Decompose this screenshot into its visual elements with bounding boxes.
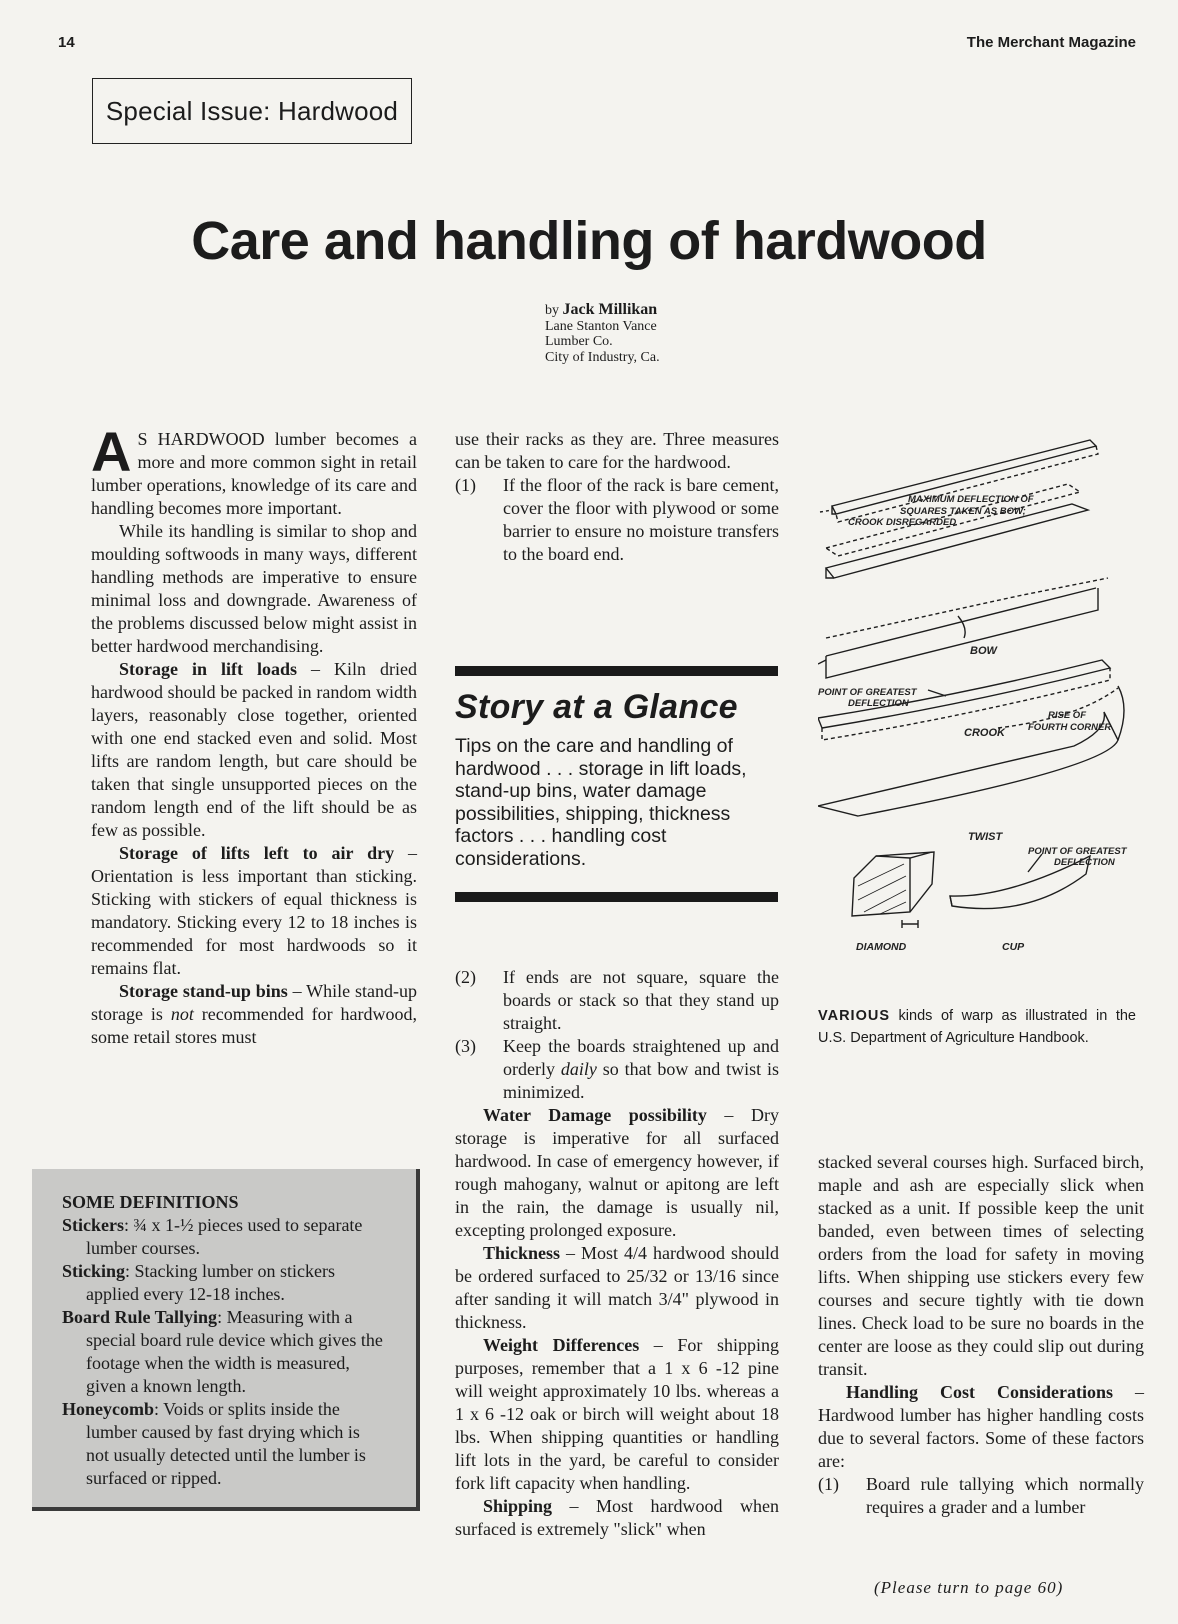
section-heading: Shipping: [483, 1496, 553, 1516]
label-twist: TWIST: [968, 831, 1003, 843]
label-crook: CROOK: [964, 727, 1005, 739]
author-company-1: Lane Stanton Vance: [545, 318, 657, 334]
section-storage-stand-up-bins: Storage stand-up bins – While stand-up storage is not recommended for hardwood, some retail stores must: [91, 981, 417, 1047]
label-cup: CUP: [1002, 941, 1025, 953]
paragraph: While its handling is similar to shop and moulding softwoods in many ways, different handling methods are imperative to ensure minimal loss and downgrade. Awareness of the problems discussed below might assist in better hardwood merchandising.: [91, 521, 417, 656]
label-diamond: DIAMOND: [856, 941, 907, 953]
section-heading: Thickness: [483, 1243, 561, 1263]
article-column-3: [818, 1151, 1144, 1519]
section-heading: Storage stand-up bins: [119, 981, 288, 1001]
list-item-1: (1) Board rule tallying which normally requires a grader and a lumber: [818, 1474, 1144, 1517]
section-heading: Storage in lift loads: [119, 659, 297, 679]
label-rise-1: RISE OF: [1048, 710, 1087, 721]
label-max-deflection-1: MAXIMUM DEFLECTION OF: [908, 494, 1034, 505]
article-column-2-top: [455, 428, 779, 566]
label-max-deflection-3: CROOK DISREGARDED: [848, 517, 957, 528]
label-greatest-deflection-2: DEFLECTION: [848, 698, 909, 709]
definition-honeycomb: Honeycomb: Voids or splits inside the lumber caused by fast drying which is not usually detected until the lumber is surfaced or ripped.: [62, 1399, 366, 1488]
author-company-2: Lumber Co.: [545, 334, 613, 349]
label-bow: BOW: [970, 645, 997, 657]
list-item-2: (2) If ends are not square, square the boards or stack so that they stand up straight.: [455, 967, 779, 1033]
section-heading: Handling Cost Considerations: [846, 1382, 1114, 1402]
article-column-1: [91, 420, 417, 1049]
label-max-deflection-2: SQUARES TAKEN AS BOW;: [900, 506, 1026, 517]
list-item-3: (3) Keep the boards straightened up and orderly daily so that bow and twist is minimized.: [455, 1036, 779, 1102]
section-heading: Weight Differences: [483, 1335, 640, 1355]
paragraph: use their racks as they are. Three measures can be taken to care for the hardwood.: [455, 429, 779, 472]
continued-link[interactable]: (Please turn to page 60): [874, 1578, 1064, 1597]
definitions-title: SOME DEFINITIONS: [62, 1192, 239, 1212]
section-storage-lift-loads: Storage in lift loads – Kiln dried hardwood should be packed in random width layers, reasonably close together, oriented with one end stacked even and solid. Most lifts are random length, but care should be taken that single unsupported pieces on the random length end of the lift should be as few as possible.: [91, 659, 417, 840]
figure-caption: VARIOUS kinds of warp as illustrated in the U.S. Department of Agriculture Handbook.: [818, 1008, 1136, 1046]
byline-prefix: by: [545, 303, 559, 318]
warp-illustration: [818, 428, 1158, 988]
board-bow-lower: [818, 578, 1108, 678]
label-greatest-deflection-cup-2: DEFLECTION: [1054, 857, 1115, 868]
section-heading: Water Damage possibility: [483, 1105, 707, 1125]
glance-body: Tips on the care and handling of hardwood . . . storage in lift loads, stand-up bins, water damage possibilities, shipping, thickness factors . . . handling cost considerations.: [455, 735, 747, 870]
section-thickness: Thickness – Most 4/4 hardwood should be ordered surfaced to 25/32 or 13/16 since after sanding it will match 3/4" plywood in thickness.: [455, 1243, 779, 1332]
drop-cap: A: [91, 420, 132, 483]
section-water-damage: Water Damage possibility – Dry storage is imperative for all surfaced hardwood. In case of emergency however, if rough mahogany, walnut or apitong are left in the rain, the damage is usually nil, excepting prolonged exposure.: [455, 1105, 780, 1240]
paragraph: stacked several courses high. Surfaced birch, maple and ash are especially slick when stacked as a unit. If possible keep the unit banded, even between times of selecting orders from the load for safety in moving lifts. When shipping use stickers every few courses and secure tightly with tie down lines. Check load to be sure no boards in the center are loose as they could slip out during transit.: [818, 1152, 1144, 1379]
headline: Care and handling of hardwood: [191, 211, 987, 271]
article-column-2-bottom: [455, 966, 779, 1541]
definition-sticking: Sticking: Stacking lumber on stickers applied every 12-18 inches.: [62, 1261, 335, 1304]
byline: [545, 302, 660, 365]
magazine-name: The Merchant Magazine: [966, 34, 1136, 51]
section-storage-air-dry: Storage of lifts left to air dry – Orientation is less important than sticking. Sticking with stickers of equal thickness is mandatory. Sticking every 12 to 18 inches is recommended for most hardwoods so it remains flat.: [91, 843, 417, 978]
section-label: [92, 78, 412, 144]
label-greatest-deflection-1: POINT OF GREATEST: [818, 687, 917, 698]
definition-stickers: Stickers: ¾ x 1-½ pieces used to separate lumber courses.: [62, 1215, 363, 1258]
author-location: City of Industry, Ca.: [545, 349, 660, 365]
section-handling-cost: Handling Cost Considerations – Hardwood lumber has higher handling costs due to several factors. Some of these factors are:: [818, 1382, 1144, 1471]
definition-board-rule-tallying: Board Rule Tallying: Measuring with a special board rule device which gives the footage when the width is measured, given a known length.: [62, 1307, 383, 1396]
glance-title: Story at a Glance: [455, 688, 738, 726]
section-label-text: Special Issue: Hardwood: [105, 95, 399, 126]
section-shipping: Shipping – Most hardwood when surfaced is extremely "slick" when: [455, 1496, 779, 1539]
board-diamond: [852, 852, 934, 928]
story-at-a-glance-box: [455, 666, 778, 902]
label-greatest-deflection-cup-1: POINT OF GREATEST: [1028, 846, 1127, 857]
section-weight-differences: Weight Differences – For shipping purposes, remember that a 1 x 6 -12 pine will weight approximately 10 lbs. whereas a 1 x 6 -12 oak or birch will weight about 18 lbs. When shipping quantities or handling lift lots in the yard, be careful to consider fork lift capacity when handling.: [455, 1335, 779, 1493]
intro-paragraph: A S HARDWOOD lumber becomes a more and more common sight in retail lumber operations, knowledge of its care and handling becomes more important.: [91, 420, 417, 518]
section-heading: Storage of lifts left to air dry: [119, 843, 395, 863]
definitions-box: [32, 1169, 420, 1511]
glance-top-rule: [455, 666, 778, 676]
glance-bottom-rule: [455, 892, 778, 902]
list-item-1: (1) If the floor of the rack is bare cement, cover the floor with plywood or some barrier to ensure no moisture transfers to the board end.: [455, 475, 779, 564]
author-name: Jack Millikan: [562, 301, 658, 318]
page-number: 14: [58, 34, 75, 51]
label-rise-2: FOURTH CORNER: [1028, 722, 1112, 733]
